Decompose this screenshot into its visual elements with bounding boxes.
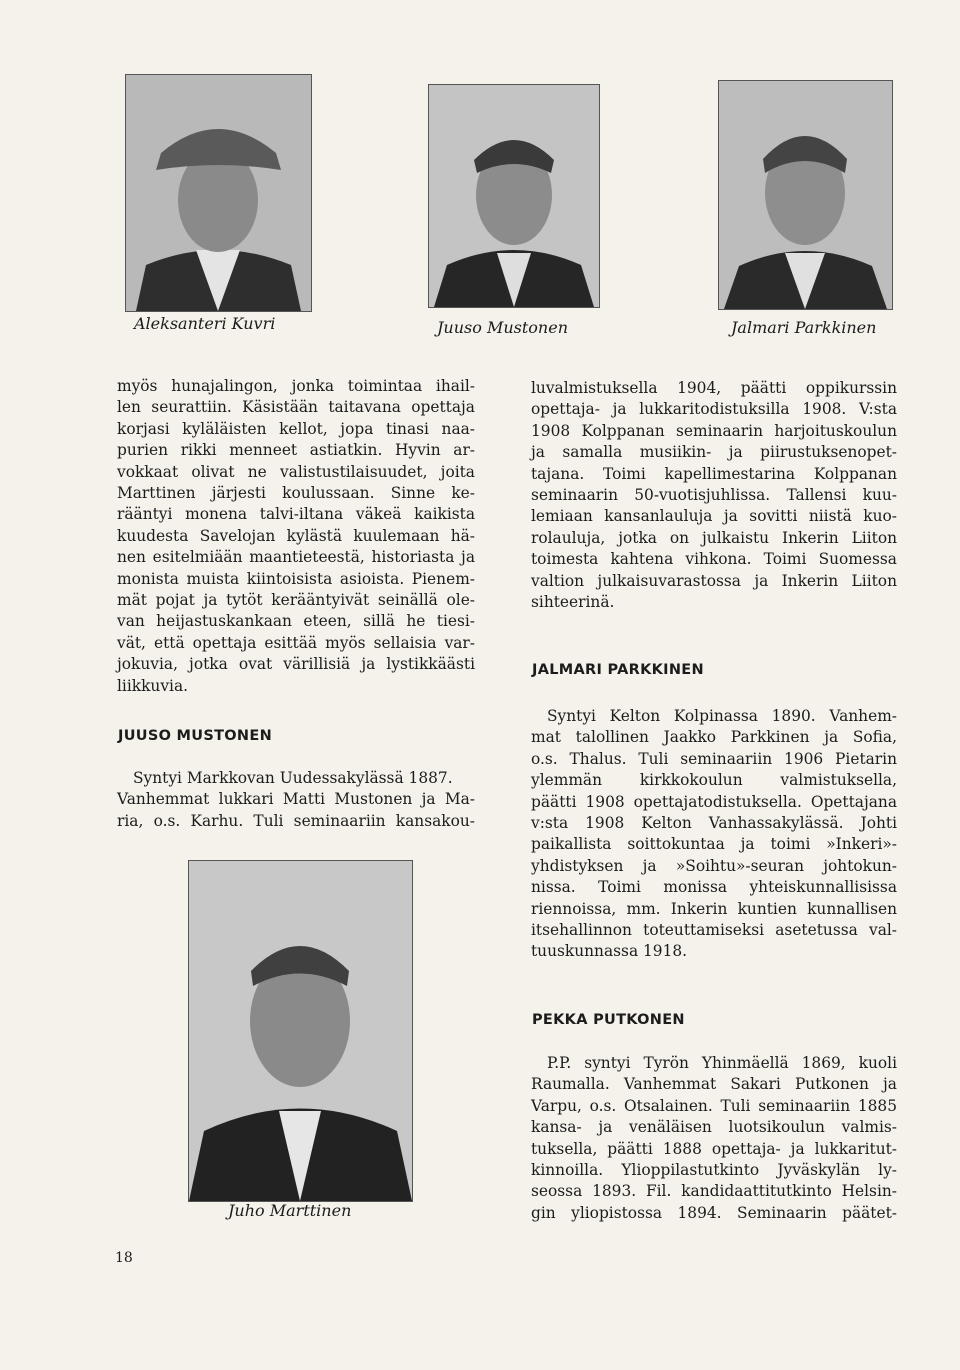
text-line: Syntyi Kelton Kolpinassa 1890. Vanhem- <box>547 707 897 725</box>
text-line: vät, että opettaja esittää myös sellaisia var- <box>117 633 475 652</box>
text-line: kuudesta Savelojan kylästä kuulemaan hä- <box>117 526 475 545</box>
text-line: Marttinen järjesti koulussaan. Sinne ke- <box>117 484 475 503</box>
caption-parkkinen: Jalmari Parkkinen <box>731 318 877 337</box>
text-line: kinnoilla. Ylioppilastutkinto Jyväskylän ly- <box>531 1161 897 1180</box>
text-line: myös hunajalingon, jonka toimintaa ihail- <box>117 377 475 395</box>
jalmari-bio <box>531 706 897 963</box>
text-line: monista muista kiintoisista asioista. Pienem- <box>117 569 475 588</box>
text-line: ria, o.s. Karhu. Tuli seminaariin kansakou- <box>117 811 475 830</box>
text-line: Raumalla. Vanhemmat Sakari Putkonen ja <box>531 1075 897 1094</box>
portrait-marttinen-image <box>189 861 412 1201</box>
juuso-bio-continued <box>531 378 897 613</box>
text-line: korjasi kyläläisten kellot, jopa tinasi naa- <box>117 419 475 438</box>
text-line: opettaja- ja lukkaritodistuksilla 1908. V:sta <box>531 400 897 419</box>
text-line: mat talollinen Jaakko Parkkinen ja Sofia, <box>531 728 897 747</box>
text-line: rolauluja, jotka on julkaistu Inkerin Liiton <box>531 528 897 547</box>
text-line: sihteerinä. <box>531 593 615 612</box>
text-line: o.s. Thalus. Tuli seminaariin 1906 Pietarin <box>531 749 897 768</box>
portrait-juho-marttinen <box>188 860 413 1202</box>
text-line: Vanhemmat lukkari Matti Mustonen ja Ma- <box>117 790 475 809</box>
text-line: ja samalla musiikin- ja piirustuksenopet- <box>531 443 897 462</box>
heading-jalmari-parkkinen: JALMARI PARKKINEN <box>532 662 704 678</box>
portrait-aleksanteri-kuvri <box>125 74 312 312</box>
text-line: seossa 1893. Fil. kandidaattitutkinto Helsin- <box>531 1182 897 1201</box>
text-line: päätti 1908 opettajatodistuksella. Opettajana <box>531 792 897 811</box>
text-line: van heijastuskankaan eteen, sillä he tiesi- <box>117 612 475 631</box>
text-line: gin yliopistossa 1894. Seminaarin päätet- <box>531 1203 897 1222</box>
portrait-kuvri-image <box>126 75 311 311</box>
text-line: tuksella, päätti 1888 opettaja- ja lukkaritut- <box>531 1139 897 1158</box>
text-line: P.P. syntyi Tyrön Yhinmäellä 1869, kuoli <box>547 1054 897 1072</box>
text-line: purien rikki menneet astiatkin. Hyvin ar- <box>117 441 475 460</box>
text-line: lemiaan kansanlauluja ja sovitti niistä kuo- <box>531 507 897 526</box>
text-line: kansa- ja venäläisen luotsikoulun valmis- <box>531 1118 897 1137</box>
text-line: mät pojat ja tytöt kerääntyivät seinällä ole- <box>117 591 475 610</box>
juuso-bio-start <box>117 768 475 832</box>
portrait-juuso-mustonen <box>428 84 600 308</box>
heading-pekka-putkonen: PEKKA PUTKONEN <box>532 1012 685 1028</box>
text-line: tuuskunnassa 1918. <box>531 942 688 961</box>
text-line: rääntyi monena talvi-iltana väkeä kaikista <box>117 505 475 524</box>
text-line: yhdistyksen ja »Soihtu»-seuran johtokun- <box>531 856 897 875</box>
text-line: ylemmän kirkkokoulun valmistuksella, <box>531 771 897 790</box>
text-line: itsehallinnon toteuttamiseksi asetetussa val- <box>531 921 897 940</box>
text-line: tajana. Toimi kapellimestarina Kolppanan <box>531 464 897 483</box>
text-line: liikkuvia. <box>117 676 189 695</box>
text-line: nissa. Toimi monissa yhteiskunnallisissa <box>531 878 897 897</box>
page-number: 18 <box>115 1250 133 1266</box>
caption-kuvri: Aleksanteri Kuvri <box>134 314 276 333</box>
text-line: valtion julkaisuvarastossa ja Inkerin Liiton <box>531 571 897 590</box>
portrait-jalmari-parkkinen <box>718 80 893 310</box>
text-line: riennoissa, mm. Inkerin kuntien kunnallisen <box>531 899 897 918</box>
caption-marttinen: Juho Marttinen <box>228 1201 352 1220</box>
left-intro-paragraph <box>117 376 475 697</box>
text-line: toimesta kahtena vihkona. Toimi Suomessa <box>531 550 897 569</box>
text-line: paikallista soittokuntaa ja toimi »Inkeri»- <box>531 835 897 854</box>
text-line: nen esitelmiään maantieteestä, historiasta ja <box>117 548 475 567</box>
heading-juuso-mustonen: JUUSO MUSTONEN <box>118 728 273 744</box>
portrait-parkkinen-image <box>719 81 892 309</box>
pekka-bio <box>531 1053 897 1224</box>
text-line: Syntyi Markkovan Uudessakylässä 1887. <box>133 769 453 787</box>
text-line: seminaarin 50-vuotisjuhlissa. Tallensi kuu- <box>531 486 897 505</box>
text-line: vokkaat olivat ne valistustilaisuudet, joita <box>117 462 475 481</box>
caption-mustonen: Juuso Mustonen <box>437 318 568 337</box>
portrait-mustonen-image <box>429 85 599 307</box>
text-line: jokuvia, jotka ovat värillisiä ja lystikkäästi <box>117 655 475 674</box>
text-line: len seurattiin. Käsistään taitavana opettaja <box>117 398 475 417</box>
text-line: 1908 Kolppanan seminaarin harjoituskoulun <box>531 421 897 440</box>
text-line: v:sta 1908 Kelton Vanhassakylässä. Johti <box>531 814 897 833</box>
text-line: luvalmistuksella 1904, päätti oppikurssin <box>531 379 897 397</box>
text-line: Varpu, o.s. Otsalainen. Tuli seminaariin 1885 <box>531 1096 897 1115</box>
